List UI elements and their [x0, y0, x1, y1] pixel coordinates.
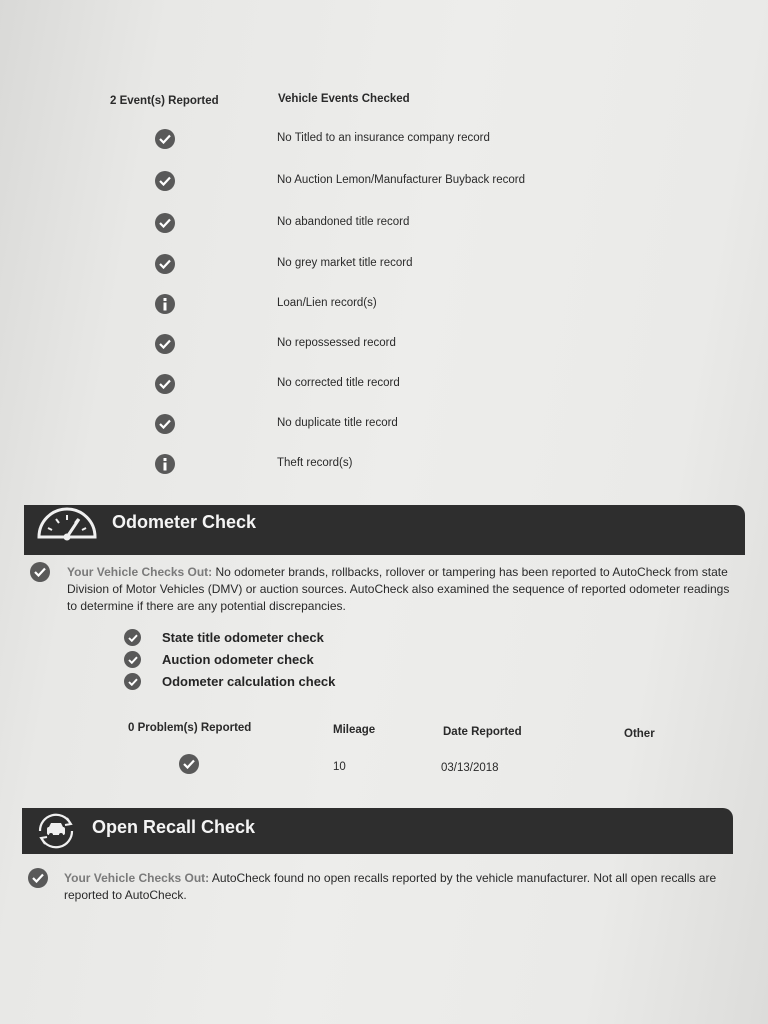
odometer-lead: Your Vehicle Checks Out:	[67, 565, 213, 579]
event-item-text: No abandoned title record	[277, 216, 410, 228]
events-header: Vehicle Events Checked	[278, 93, 410, 105]
check-circle-icon	[124, 673, 141, 690]
odometer-check-item: State title odometer check	[162, 630, 324, 645]
recall-section-bar	[22, 808, 733, 854]
event-item-text: No duplicate title record	[277, 417, 398, 429]
check-circle-icon	[155, 254, 175, 274]
odometer-title: Odometer Check	[112, 512, 257, 532]
check-circle-icon	[124, 651, 141, 668]
speedometer-icon	[34, 507, 100, 548]
date-value: 03/13/2018	[441, 762, 499, 774]
info-circle-icon	[155, 454, 175, 474]
check-circle-icon	[155, 414, 175, 434]
problems-header: 0 Problem(s) Reported	[128, 722, 252, 734]
recall-lead: Your Vehicle Checks Out:	[64, 871, 210, 885]
check-circle-icon	[28, 868, 48, 888]
odometer-section-bar	[24, 505, 745, 555]
date-header: Date Reported	[443, 726, 522, 738]
mileage-header: Mileage	[333, 724, 376, 736]
recall-body: AutoCheck found no open recalls reported by the vehicle manufacturer. Not all open recalls are reported to AutoCheck.	[64, 871, 717, 902]
check-circle-icon	[155, 374, 175, 394]
event-item-text: Theft record(s)	[277, 457, 353, 469]
event-item-text: No repossessed record	[277, 337, 396, 349]
info-circle-icon	[155, 294, 175, 314]
car-recall-icon	[32, 812, 80, 855]
event-item-text: No Titled to an insurance company record	[277, 132, 490, 144]
check-circle-icon	[155, 129, 175, 149]
events-count-label: 2 Event(s) Reported	[110, 95, 219, 107]
check-circle-icon	[155, 171, 175, 191]
check-circle-icon	[124, 629, 141, 646]
check-circle-icon	[179, 754, 199, 774]
check-circle-icon	[155, 213, 175, 233]
event-item-text: No Auction Lemon/Manufacturer Buyback record	[277, 174, 526, 186]
odometer-check-item: Odometer calculation check	[162, 674, 336, 689]
odometer-body: No odometer brands, rollbacks, rollover or tampering has been reported to AutoCheck from state Division of Motor Vehicles (DMV) or auction sources. AutoCheck also examined the sequence of reported odometer readings to determine if there are any potential discrepancies.	[67, 565, 730, 613]
recall-title: Open Recall Check	[92, 817, 256, 837]
odometer-summary	[67, 564, 732, 615]
recall-summary	[64, 870, 734, 904]
event-item-text: No grey market title record	[277, 257, 413, 269]
check-circle-icon	[30, 562, 50, 582]
mileage-value: 10	[333, 761, 346, 773]
check-circle-icon	[155, 334, 175, 354]
event-item-text: Loan/Lien record(s)	[277, 297, 377, 309]
odometer-check-item: Auction odometer check	[162, 652, 314, 667]
other-header: Other	[624, 728, 655, 740]
event-item-text: No corrected title record	[277, 377, 400, 389]
